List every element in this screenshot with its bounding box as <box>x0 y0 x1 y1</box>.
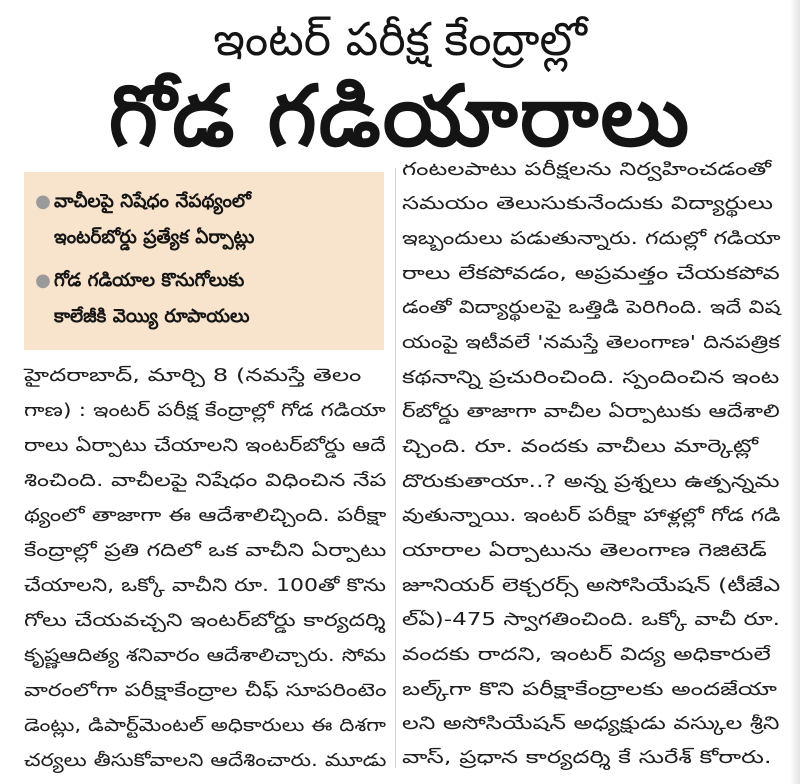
highlight-item <box>32 263 376 335</box>
highlights-box <box>24 172 384 350</box>
article-line: కథనాన్ని ప్రచురించింది. స్పందించిన ఇంట <box>402 367 780 388</box>
article-line: వాస్, ప్రధాన కార్యదర్శి కే సురేశ్ కోరారు. <box>402 747 772 768</box>
article-line: ర్‌బోర్డు తాజాగా వాచీల ఏర్పాటుకు ఆదేశాలి <box>402 401 780 422</box>
highlight-line: గోడ గడియాల కొనుగోలుకు <box>54 270 245 291</box>
article-line: వుతున్నాయి. ఇంటర్ పరీక్షా హాళ్లల్లో గోడ గడి <box>402 505 781 526</box>
bullet-icon: ● <box>35 270 51 291</box>
article-line: గాణ) : ఇంటర్ పరీక్ష కేంద్రాల్లో గోడ గడియా <box>24 400 386 421</box>
bullet-icon: ● <box>35 191 51 212</box>
page-edge-shadow <box>790 0 800 784</box>
article-line: రాలు లేకపోవడం, అప్రమత్తం చేయకపోవ <box>402 263 780 284</box>
article-line: గోలు చేయవచ్చని ఇంటర్‌బోర్డు కార్యదర్శి <box>24 610 386 631</box>
highlight-item <box>32 184 376 256</box>
article-line: చర్యలు తీసుకోవాలని ఆదేశించారు. మూడు <box>24 750 387 771</box>
article-line: లని అసోసియేషన్ అధ్యక్షుడు వస్కుల శ్రీని <box>402 713 780 734</box>
article-line: బల్క్‌గా కొని పరీక్షాకేంద్రాలకు అందజేయా <box>402 679 777 700</box>
headline-kicker: ఇంటర్ పరీక్ష కేంద్రాల్లో <box>213 12 587 66</box>
article-line: ఇబ్బందులు పడుతున్నారు. గదుల్లో గడియా <box>402 228 781 249</box>
article-line: వందకు రాదని, ఇంటర్ విద్య అధికారులే <box>402 644 771 665</box>
article-line: హైదరాబాద్, మార్చి 8 (నమస్తే తెలం <box>24 365 362 386</box>
column-divider <box>395 168 396 768</box>
article-line: చ్చింది. రూ. వందకు వాచీలు మార్కెట్లో <box>402 436 759 457</box>
article-line: జూనియర్ లెక్చరర్స్ అసోసియేషన్ (టీజేఎ <box>402 575 781 596</box>
highlight-line: వాచీలపై నిషేధం నేపథ్యంలో <box>54 191 251 212</box>
article-line: వారంలోగా పరీక్షాకేంద్రాల చీఫ్ సూపరింటెం <box>24 680 387 701</box>
article-line: ల్‌ఏ)-475 స్వాగతించింది. ఒక్కో వాచీ రూ. <box>402 609 780 630</box>
highlight-line: కాలేజీకి వెయ్యి రూపాయలు <box>54 306 250 327</box>
article-line: యంపై ఇటీవలే 'నమస్తే తెలంగాణ' దినపత్రిక <box>402 332 780 353</box>
article-line: సమయం తెలుసుకునేందుకు విద్యార్థులు <box>402 193 774 214</box>
article-line: డెంట్లు, డిపార్ట్‌మెంటల్ అధికారులు ఈ దిశగా <box>24 715 386 736</box>
article-line: గంటలపాటు పరీక్షలను నిర్వహించడంతో <box>402 159 772 180</box>
highlight-line: ఇంటర్‌బోర్డు ప్రత్యేక ఏర్పాట్లు <box>54 227 255 248</box>
article-line: దొరుకుతాయా..? అన్న ప్రశ్నలు ఉత్పన్నమ <box>402 471 780 492</box>
article-line: శించింది. వాచీలపై నిషేధం విధించిన నేప <box>24 470 387 491</box>
headline-title: గోడ గడియారాలు <box>108 67 692 165</box>
article-line: కృష్ణఆదిత్య శనివారం ఆదేశాలిచ్చారు. సోమ <box>24 645 387 666</box>
article-line: థ్యంలో తాజాగా ఈ ఆదేశాలిచ్చింది. పరీక్షా <box>24 505 387 526</box>
article-line: రాలు ఏర్పాటు చేయాలని ఇంటర్‌బోర్డు ఆదే <box>24 435 386 456</box>
article-line: చేయాలని, ఒక్కో వాచీని రూ. 100తో కొను <box>24 575 387 596</box>
article-line: యారాల ఏర్పాటును తెలంగాణ గెజిటెడ్ <box>402 540 767 561</box>
article-line: కేంద్రాల్లో ప్రతి గదిలో ఒక వాచీని ఏర్పాటు <box>24 540 387 561</box>
article-line: డంతో విద్యార్థులపై ఒత్తిడి పెరిగింది. ఇదే విష <box>402 297 781 318</box>
